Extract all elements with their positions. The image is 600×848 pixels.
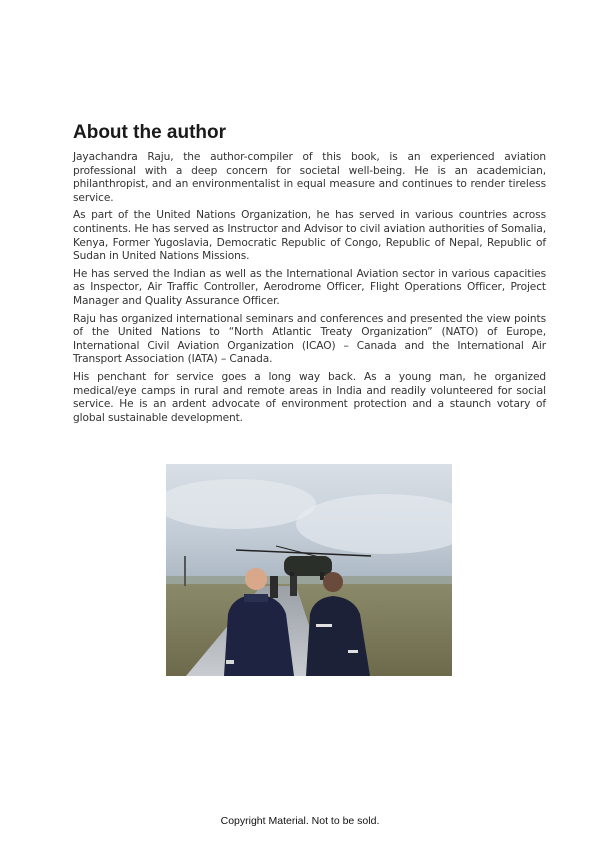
- paragraph-social-service: His penchant for service goes a long way back. As a young man, he organized medical/eye camps in rural and remote areas in India and readily volunteered for social service. He is an ardent advocate of environment protection and a staunch votary of global sustainable development.: [73, 370, 546, 424]
- paragraph-seminars: Raju has organized international seminars and conferences and presented the view points of the United Nations to “North Atlantic Treaty Organization” (NATO) of Europe, International Civil Aviation Organization (ICAO) – Canada and the International Air Transport Association (IATA) – Canada.: [73, 312, 546, 366]
- paragraph-intro: Jayachandra Raju, the author-compiler of this book, is an experienced aviation professional with a deep concern for societal well-being. He is an academician, philanthropist, and an environmentalist in equal measure and continues to render tireless service.: [73, 151, 546, 204]
- section-heading: About the author: [73, 122, 227, 143]
- about-author-section: [73, 120, 546, 429]
- paragraph-un-service: As part of the United Nations Organization, he has served in various countries across continents. He has served as Instructor and Advisor to civil aviation authorities of Somalia, Kenya, Former Yugoslavia, Democratic Republic of Congo, Republic of Nepal, Republic of Sudan in United Nations Missions.: [73, 209, 546, 263]
- copyright-footer: Copyright Material. Not to be sold.: [220, 815, 380, 827]
- author-photo: [166, 464, 452, 676]
- paragraph-aviation-roles: He has served the Indian as well as the International Aviation sector in various capacities as Inspector, Air Traffic Controller, Aerodrome Officer, Flight Operations Officer, Project Manager and Quality Assurance Officer.: [73, 267, 546, 307]
